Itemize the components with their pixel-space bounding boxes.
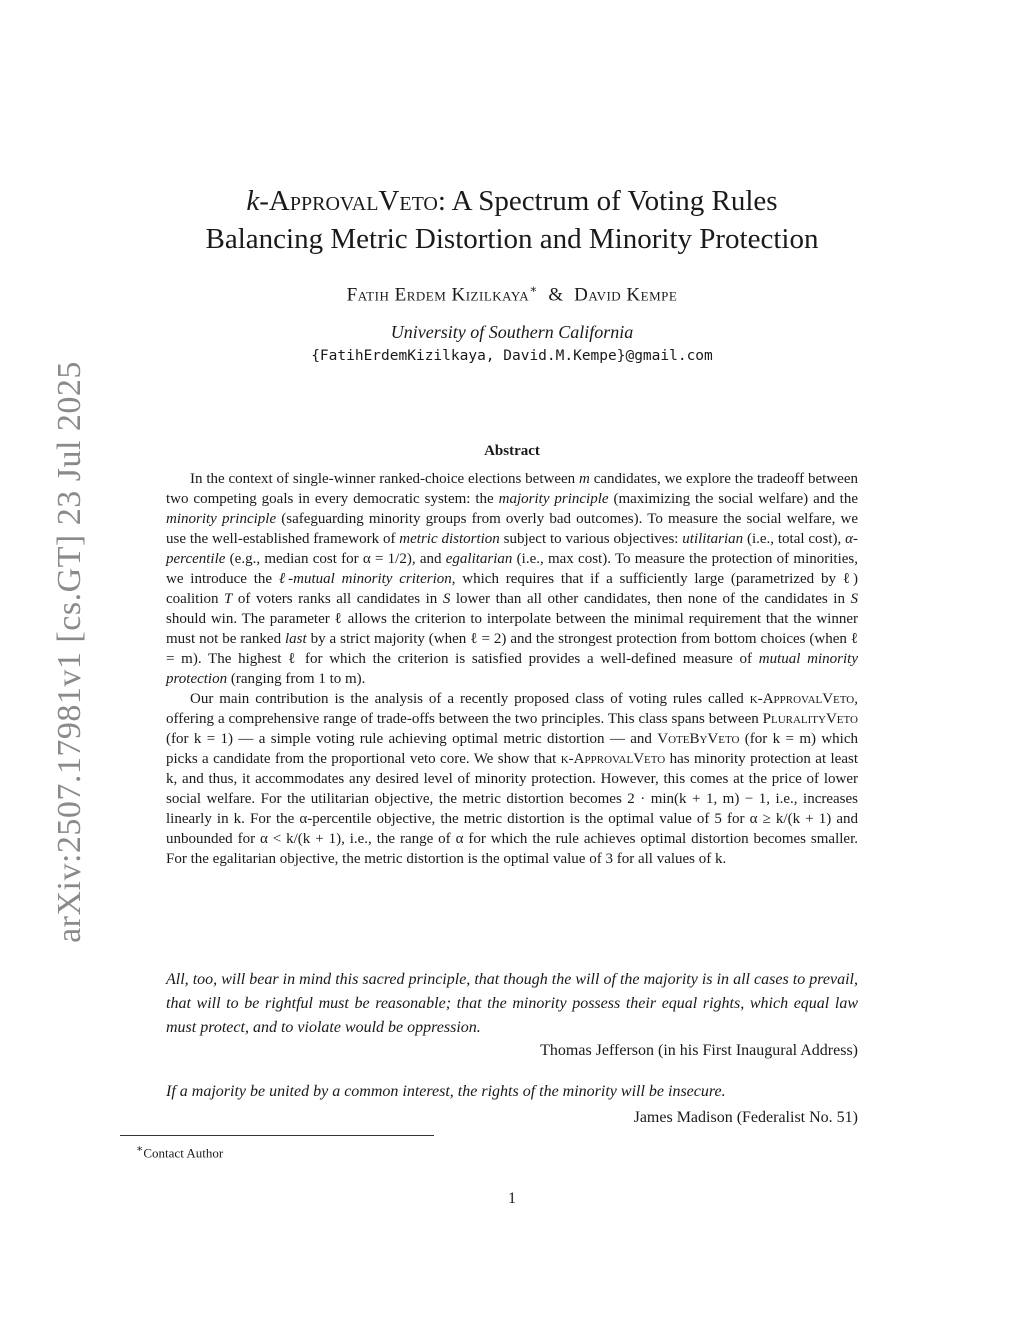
author-footnote-mark: ∗ <box>529 282 538 296</box>
footnote-rule <box>120 1135 434 1136</box>
abstract-body <box>166 469 858 869</box>
affiliation: University of Southern California <box>390 322 634 342</box>
epigraph-source-1: Thomas Jefferson (in his First Inaugural Address) <box>540 1042 858 1059</box>
abstract-heading: Abstract <box>484 443 540 459</box>
author-list <box>120 282 904 306</box>
epigraph-quote-1: All, too, will bear in mind this sacred principle, that though the will of the majority is in all cases to prevail, that will to be rightful must be reasonable; that the minority possess their equal rights, which equal law must protect, and to violate would be oppression. <box>166 971 858 1036</box>
abstract-paragraph-1: In the context of single-winner ranked-choice elections between m candidates, we explore the tradeoff between two competing goals in every democratic system: the majority principle (maximizing the social welfare) and the minority principle (safeguarding minority groups from overly bad outcomes). To measure the social welfare, we use the well-established framework of metric distortion subject to various objectives: utilitarian (i.e., total cost), α-percentile (e.g., median cost for α = 1/2), and egalitarian (i.e., max cost). To measure the protection of minorities, we introduce the ℓ-mutual minority criterion, which requires that if a sufficiently large (parametrized by ℓ) coalition T of voters ranks all candidates in S lower than all other candidates, then none of the candidates in S should win. The parameter ℓ allows the criterion to interpolate between the minimal requirement that the winner must not be ranked last by a strict majority (when ℓ = 2) and the strongest protection from bottom choices (when ℓ = m). The highest ℓ for which the criterion is satisfied provides a well-defined measure of mutual minority protection (ranging from 1 to m). <box>166 471 859 687</box>
arxiv-identifier: arXiv:2507.17981v1 [cs.GT] 23 Jul 2025 <box>51 361 88 943</box>
epigraph-quote-2: If a majority be united by a common interest, the rights of the minority will be insecure. <box>166 1083 726 1100</box>
author-name-1: Fatih Erdem Kizilkaya <box>346 284 530 306</box>
author-separator: & <box>548 284 564 306</box>
title-line-1-rest: : A Spectrum of Voting Rules <box>437 185 778 217</box>
title-line-2: Balancing Metric Distortion and Minority Protection <box>205 223 819 255</box>
author-name-2: David Kempe <box>574 284 678 306</box>
author-emails: {FatihErdemKizilkaya, David.M.Kempe}@gmail.com <box>311 348 713 364</box>
title-rule-name: -ApprovalVeto <box>259 185 438 217</box>
paper-title <box>120 182 904 258</box>
epigraph-source-2: James Madison (Federalist No. 51) <box>633 1109 858 1126</box>
title-k-variable: k <box>246 185 260 217</box>
title-line-1 <box>120 182 904 220</box>
abstract-paragraph-2: Our main contribution is the analysis of a recently proposed class of voting rules called k-ApprovalVeto, offering a comprehensive range of trade-offs between the two principles. This class spans between PluralityVeto (for k = 1) — a simple voting rule achieving optimal metric distortion — and VoteByVeto (for k = m) which picks a candidate from the proportional veto core. We show that k-ApprovalVeto has minority protection at least k, and thus, it accommodates any desired level of minority protection. However, this comes at the price of lower social welfare. For the utilitarian objective, the metric distortion becomes 2 · min(k + 1, m) − 1, i.e., increases linearly in k. For the α-percentile objective, the metric distortion is the optimal value of 5 for α ≥ k/(k + 1) and unbounded for α < k/(k + 1), i.e., the range of α for which the rule achieves optimal distortion becomes smaller. For the egalitarian objective, the metric distortion is the optimal value of 3 for all values of k. <box>166 691 859 867</box>
footnote-mark: ∗ <box>136 1143 144 1155</box>
footnote <box>136 1142 223 1161</box>
page-number: 1 <box>508 1190 516 1207</box>
footnote-text: Contact Author <box>143 1145 224 1161</box>
